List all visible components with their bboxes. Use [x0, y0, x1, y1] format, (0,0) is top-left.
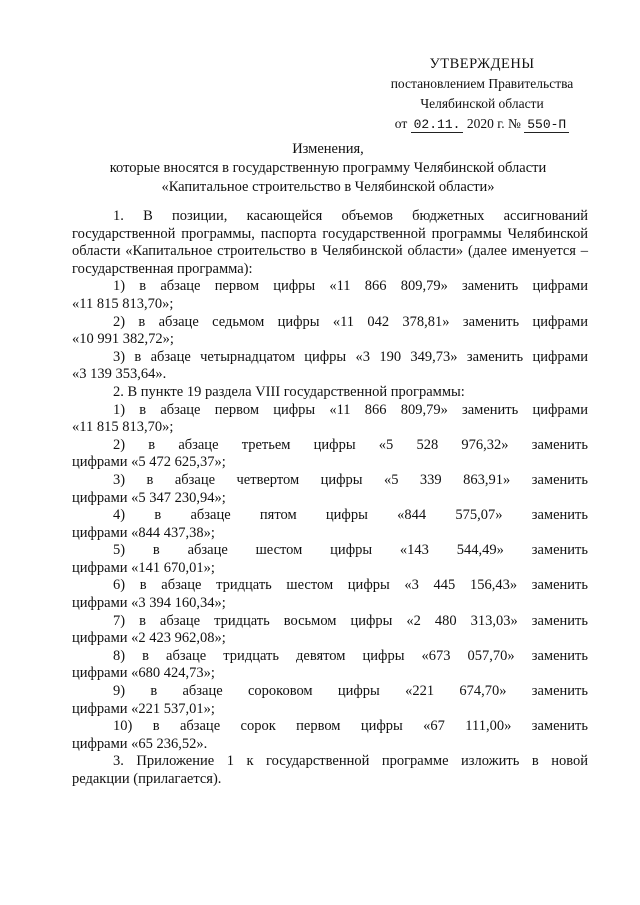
list-item-continuation [72, 490, 588, 508]
paragraph-head: 10) в абзаце сорок первом цифры «67 111,00» заменить [113, 718, 588, 735]
paragraph-head: 3) в абзаце четвертом цифры «5 339 863,91» заменить [113, 471, 588, 488]
list-item-continuation [72, 630, 588, 648]
paragraph-tail: «3 139 353,64». [72, 366, 167, 383]
paragraph-tail: цифрами «2 423 962,08»; [72, 630, 226, 647]
list-item [72, 613, 588, 631]
list-item [72, 402, 588, 420]
paragraph-tail: цифрами «5 347 230,94»; [72, 489, 226, 506]
handwritten-number: 550-П [524, 117, 569, 133]
list-item [72, 437, 588, 455]
document-body [72, 208, 588, 789]
list-item [72, 314, 588, 332]
paragraph-tail: цифрами «3 394 160,34»; [72, 595, 226, 612]
paragraph-head: 3. Приложение 1 к государственной программе изложить в новой [113, 753, 588, 770]
paragraph-tail: цифрами «65 236,52». [72, 735, 208, 752]
approval-stamp [372, 54, 592, 135]
title-line-2: которые вносятся в государственную программу Челябинской области [109, 160, 547, 176]
paragraph-head: 3) в абзаце четырнадцатом цифры «3 190 349,73» заменить цифрами [113, 348, 588, 365]
list-item-continuation [72, 525, 588, 543]
paragraph-head: 7) в абзаце тридцать восьмом цифры «2 480 313,03» заменить [113, 612, 588, 629]
list-item-continuation [72, 665, 588, 683]
approval-line-1: постановлением Правительства [390, 76, 574, 91]
list-item-continuation [72, 595, 588, 613]
paragraph-tail: «10 991 382,72»; [72, 331, 174, 348]
paragraph-tail: цифрами «844 437,38»; [72, 524, 215, 541]
list-item [72, 683, 588, 701]
paragraph-tail: «11 815 813,70»; [72, 295, 174, 312]
list-item [72, 472, 588, 490]
handwritten-date: 02.11. [411, 117, 464, 133]
section-heading [72, 384, 588, 402]
list-item [72, 349, 588, 367]
approval-line-2: Челябинской области [420, 96, 544, 111]
paragraph-tail: «11 815 813,70»; [72, 419, 174, 436]
paragraph-tail: редакции (прилагается). [72, 771, 222, 787]
list-item-continuation [72, 454, 588, 472]
paragraph-head: 4) в абзаце пятом цифры «844 575,07» заменить [113, 507, 588, 524]
list-item-continuation [72, 771, 588, 789]
list-item [72, 542, 588, 560]
document-title [60, 140, 596, 197]
list-item [72, 577, 588, 595]
list-item-continuation [72, 366, 588, 384]
paragraph-tail: цифрами «680 424,73»; [72, 665, 215, 682]
paragraph-head: 1) в абзаце первом цифры «11 866 809,79» заменить цифрами [113, 401, 588, 418]
list-item-continuation [72, 296, 588, 314]
paragraph [72, 208, 588, 278]
list-item-continuation [72, 736, 588, 754]
approval-date-line [372, 114, 592, 135]
list-item-continuation [72, 701, 588, 719]
paragraph-head: 5) в абзаце шестом цифры «143 544,49» заменить [113, 542, 588, 559]
paragraph-head: 8) в абзаце тридцать девятом цифры «673 057,70» заменить [113, 647, 588, 664]
approval-heading: УТВЕРЖДЕНЫ [429, 56, 535, 72]
paragraph-head: 1) в абзаце первом цифры «11 866 809,79» заменить цифрами [113, 278, 588, 295]
date-prefix: от [394, 116, 408, 131]
paragraph-head: 9) в абзаце сороковом цифры «221 674,70» заменить [113, 683, 588, 700]
paragraph-tail: (далее именуется – государственная программа): [72, 243, 589, 277]
title-line-3: «Капитальное строительство в Челябинской области» [161, 179, 495, 195]
paragraph-tail: цифрами «141 670,01»; [72, 559, 215, 576]
paragraph-head: 1. В позиции, касающейся объемов бюджетных ассигнований государственной программы, паспорта государственной программы Челябинской области «Капитальное строительство в Челябинской области» [72, 208, 588, 260]
title-line-1: Изменения, [292, 141, 364, 157]
paragraph-tail: цифрами «221 537,01»; [72, 700, 215, 717]
paragraph-tail: цифрами «5 472 625,37»; [72, 454, 226, 471]
list-item-continuation [72, 419, 588, 437]
list-item [72, 718, 588, 736]
list-item-continuation [72, 331, 588, 349]
paragraph-head: 2) в абзаце третьем цифры «5 528 976,32» заменить [113, 436, 588, 453]
list-item-continuation [72, 560, 588, 578]
paragraph-tail: 2. В пункте 19 раздела VIII государственной программы: [113, 383, 465, 400]
list-item [72, 507, 588, 525]
list-item [72, 648, 588, 666]
list-item [72, 278, 588, 296]
paragraph-head: 2) в абзаце седьмом цифры «11 042 378,81» заменить цифрами [113, 313, 588, 330]
list-item [72, 753, 588, 771]
paragraph-head: 6) в абзаце тридцать шестом цифры «3 445 156,43» заменить [113, 577, 588, 594]
year-text: 2020 г. № [466, 116, 521, 131]
